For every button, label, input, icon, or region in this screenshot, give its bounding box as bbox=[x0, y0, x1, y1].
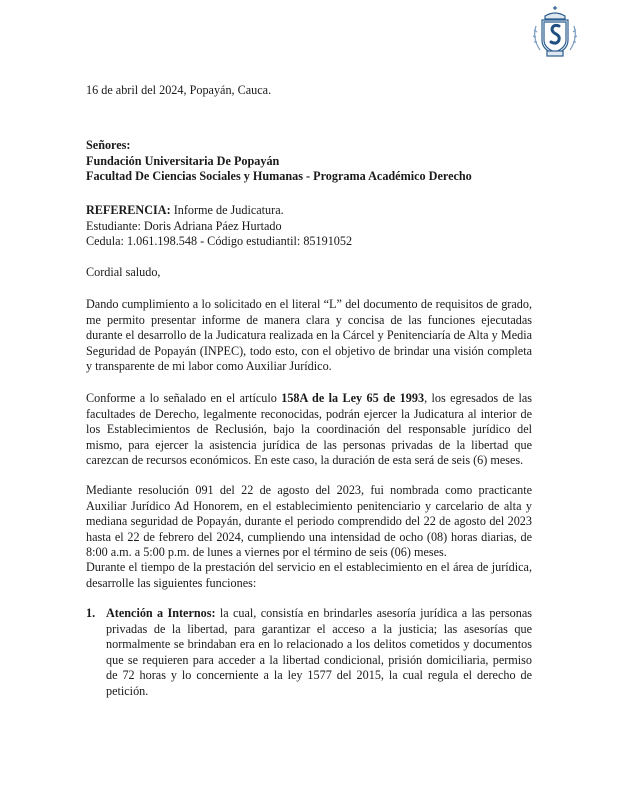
reference-value: Informe de Judicatura. bbox=[170, 203, 284, 217]
paragraph-appointment: Mediante resolución 091 del 22 de agosto del 2023, fui nombrada como practicante Auxiliar Jurídico Ad Honorem, en el establecimiento penitenciario y carcelario de alta y mediana seguridad de Popayán, durante el periodo comprendido del 22 de agosto del 2023 hasta el 22 de febrero del 2024, cumpliendo una intensidad de ocho (08) horas diarias, de 8:00 a.m. a 5:00 p.m. de lunes a viernes por el término de seis (06) meses. bbox=[86, 483, 532, 560]
function-item bbox=[86, 606, 532, 700]
recipient-institution: Fundación Universitaria De Popayán bbox=[86, 153, 280, 168]
student-name: Estudiante: Doris Adriana Páez Hurtado bbox=[86, 218, 282, 233]
date-line: 16 de abril del 2024, Popayán, Cauca. bbox=[86, 83, 272, 97]
greeting: Cordial saludo, bbox=[86, 265, 161, 279]
function-title: Atención a Internos: bbox=[106, 606, 216, 620]
reference-label: REFERENCIA: bbox=[86, 203, 171, 217]
recipient-salutation: Señores: bbox=[86, 138, 131, 152]
recipient-block bbox=[86, 138, 532, 185]
recipient-faculty: Facultad De Ciencias Sociales y Humanas - Programa Académico Derecho bbox=[86, 169, 472, 184]
paragraph-functions-intro: Durante el tiempo de la prestación del servicio en el establecimiento en el área de jurídica, desarrolle las siguientes funciones: bbox=[86, 560, 532, 590]
reference-block bbox=[86, 203, 532, 250]
paragraph-intro: Dando cumplimiento a lo solicitado en el literal “L” del documento de requisitos de grado, me permito presentar informe de manera clara y concisa de las funciones ejecutadas durante el desarrollo de la Judicatura realizada en la Cárcel y Penitenciaría de Alta y Media Seguridad de Popayán (INPEC), todo esto, con el objetivo de brindar una visión completa y transparente de mi labor como Auxiliar Jurídico. bbox=[86, 297, 532, 374]
p2-pre: Conforme a lo señalado en el artículo bbox=[86, 391, 282, 405]
student-ids: Cedula: 1.061.198.548 - Código estudiantil: 85191052 bbox=[86, 234, 353, 249]
paragraph-legal-basis bbox=[86, 391, 532, 469]
university-crest-icon bbox=[528, 4, 582, 60]
p2-post: , los egresados de las facultades de Derecho, legalmente reconocidas, podrán ejercer la Judicatura al interior de los Establecimientos de Reclusión, bajo la coordinación del responsable jurídico del mismo, para ejercer la asistencia jurídica de las personas privadas de la libertad que carezcan de recursos económicos. En este caso, la duración de esta será de seis (6) meses. bbox=[86, 391, 533, 468]
function-text: la cual, consistía en brindarles asesoría jurídica a las personas privadas de la libertad, para garantizar el acceso a la justicia; las asesorías que normalmente se brindaban era en lo relacionado a los delitos cometidos y documentos que se requieren para acceder a la libertad condicional, prisión domiciliaria, permiso de 72 horas y lo concerniente a la ley 1577 del 2015, la cual regula el derecho de petición. bbox=[106, 606, 532, 698]
law-reference: 158A de la Ley 65 de 1993 bbox=[281, 391, 425, 405]
function-number: 1. bbox=[86, 606, 96, 620]
